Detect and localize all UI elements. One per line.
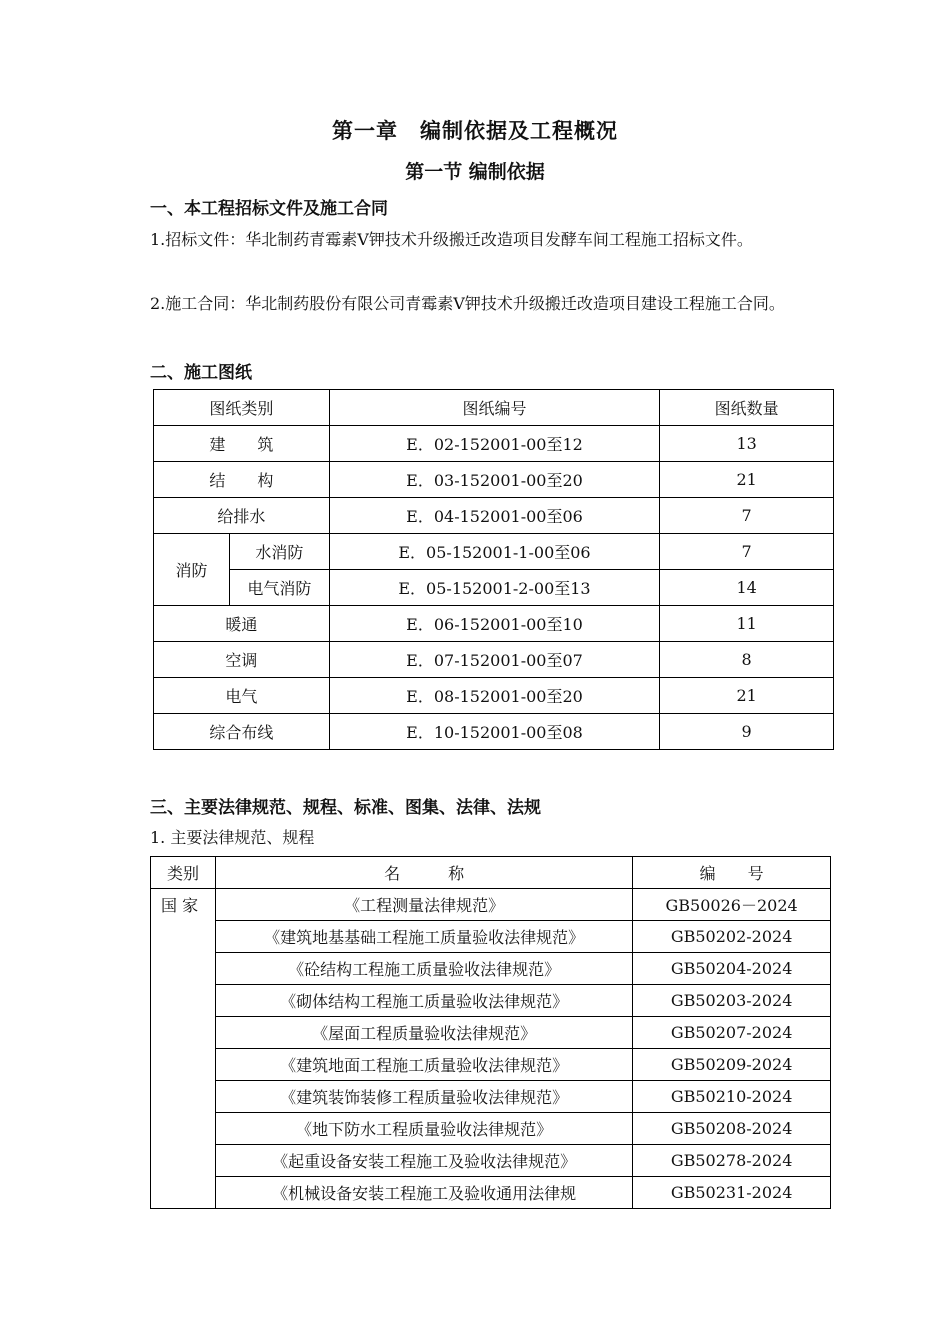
table-row	[154, 678, 834, 714]
qty-cell: 13	[660, 426, 834, 462]
name-cell: 《工程测量法律规范》	[215, 889, 632, 921]
category-cell: 结 构	[154, 462, 330, 498]
code-cell: GB50207-2024	[633, 1017, 831, 1049]
part1-item1: 1.招标文件：华北制药青霉素Ⅴ钾技术升级搬迁改造项目发酵车间工程施工招标文件。	[150, 230, 753, 249]
table-header-row	[154, 390, 834, 426]
part1-item2: 2.施工合同：华北制药股份有限公司青霉素Ⅴ钾技术升级搬迁改造项目建设工程施工合同。	[150, 294, 785, 313]
qty-cell: 9	[660, 714, 834, 750]
qty-cell: 8	[660, 642, 834, 678]
code-cell: E．07-152001-00至07	[329, 642, 660, 678]
table-row	[154, 570, 834, 606]
table-row	[154, 498, 834, 534]
table-row	[154, 534, 834, 570]
code-cell: GB50208-2024	[633, 1113, 831, 1145]
part1-heading: 一、本工程招标文件及施工合同	[150, 199, 388, 219]
code-cell: GB50202-2024	[633, 921, 831, 953]
qty-cell: 21	[660, 678, 834, 714]
table-row	[151, 1017, 831, 1049]
code-cell: E．10-152001-00至08	[329, 714, 660, 750]
section-title: 第一节 编制依据	[405, 161, 545, 183]
name-cell: 《建筑装饰装修工程质量验收法律规范》	[215, 1081, 632, 1113]
header-cell: 图纸编号	[329, 390, 660, 426]
code-cell: GB50026－2024	[633, 889, 831, 921]
code-cell: E．05-152001-2-00至13	[329, 570, 660, 606]
table-row	[151, 953, 831, 985]
table-header-row	[151, 857, 831, 889]
name-cell: 《建筑地面工程施工质量验收法律规范》	[215, 1049, 632, 1081]
table-row	[154, 642, 834, 678]
code-cell: GB50203-2024	[633, 985, 831, 1017]
code-cell: GB50204-2024	[633, 953, 831, 985]
code-cell: GB50278-2024	[633, 1145, 831, 1177]
qty-cell: 21	[660, 462, 834, 498]
code-cell: E．04-152001-00至06	[329, 498, 660, 534]
name-cell: 《砼结构工程施工质量验收法律规范》	[215, 953, 632, 985]
category-cell: 给排水	[154, 498, 330, 534]
header-cell: 图纸类别	[154, 390, 330, 426]
category-cell: 空调	[154, 642, 330, 678]
table-row	[151, 985, 831, 1017]
code-cell: E．03-152001-00至20	[329, 462, 660, 498]
table-row	[151, 1177, 831, 1209]
qty-cell: 14	[660, 570, 834, 606]
table-row	[154, 714, 834, 750]
category-cell: 暖通	[154, 606, 330, 642]
category-cell: 建 筑	[154, 426, 330, 462]
code-cell: E．02-152001-00至12	[329, 426, 660, 462]
code-cell: E．06-152001-00至10	[329, 606, 660, 642]
table-row	[151, 1145, 831, 1177]
name-cell: 《地下防水工程质量验收法律规范》	[215, 1113, 632, 1145]
drawings-table	[153, 389, 834, 750]
qty-cell: 11	[660, 606, 834, 642]
header-cell: 名 称	[215, 857, 632, 889]
table-row	[151, 1081, 831, 1113]
header-cell: 编 号	[633, 857, 831, 889]
qty-cell: 7	[660, 498, 834, 534]
part3-subheading: 1. 主要法律规范、规程	[150, 828, 315, 847]
header-cell: 类别	[151, 857, 216, 889]
standards-table	[150, 856, 831, 1209]
code-cell: E．05-152001-1-00至06	[329, 534, 660, 570]
table-row	[151, 1113, 831, 1145]
category-cell: 水消防	[229, 534, 329, 570]
table-row	[154, 606, 834, 642]
code-cell: GB50209-2024	[633, 1049, 831, 1081]
category-cell: 电气消防	[229, 570, 329, 606]
name-cell: 《建筑地基基础工程施工质量验收法律规范》	[215, 921, 632, 953]
part2-heading: 二、施工图纸	[150, 363, 252, 383]
code-cell: E．08-152001-00至20	[329, 678, 660, 714]
category-cell: 综合布线	[154, 714, 330, 750]
code-cell: GB50231-2024	[633, 1177, 831, 1209]
table-row	[151, 921, 831, 953]
name-cell: 《起重设备安装工程施工及验收法律规范》	[215, 1145, 632, 1177]
chapter-title: 第一章 编制依据及工程概况	[332, 119, 618, 143]
part3-heading: 三、主要法律规范、规程、标准、图集、法律、法规	[150, 798, 541, 818]
name-cell: 《机械设备安装工程施工及验收通用法律规	[215, 1177, 632, 1209]
table-row	[151, 1049, 831, 1081]
qty-cell: 7	[660, 534, 834, 570]
name-cell: 《屋面工程质量验收法律规范》	[215, 1017, 632, 1049]
category-cell: 国 家	[151, 889, 216, 1209]
table-row	[154, 462, 834, 498]
category-cell: 电气	[154, 678, 330, 714]
name-cell: 《砌体结构工程施工质量验收法律规范》	[215, 985, 632, 1017]
table-row	[151, 889, 831, 921]
code-cell: GB50210-2024	[633, 1081, 831, 1113]
table-row	[154, 426, 834, 462]
group-cell: 消防	[154, 534, 230, 606]
header-cell: 图纸数量	[660, 390, 834, 426]
